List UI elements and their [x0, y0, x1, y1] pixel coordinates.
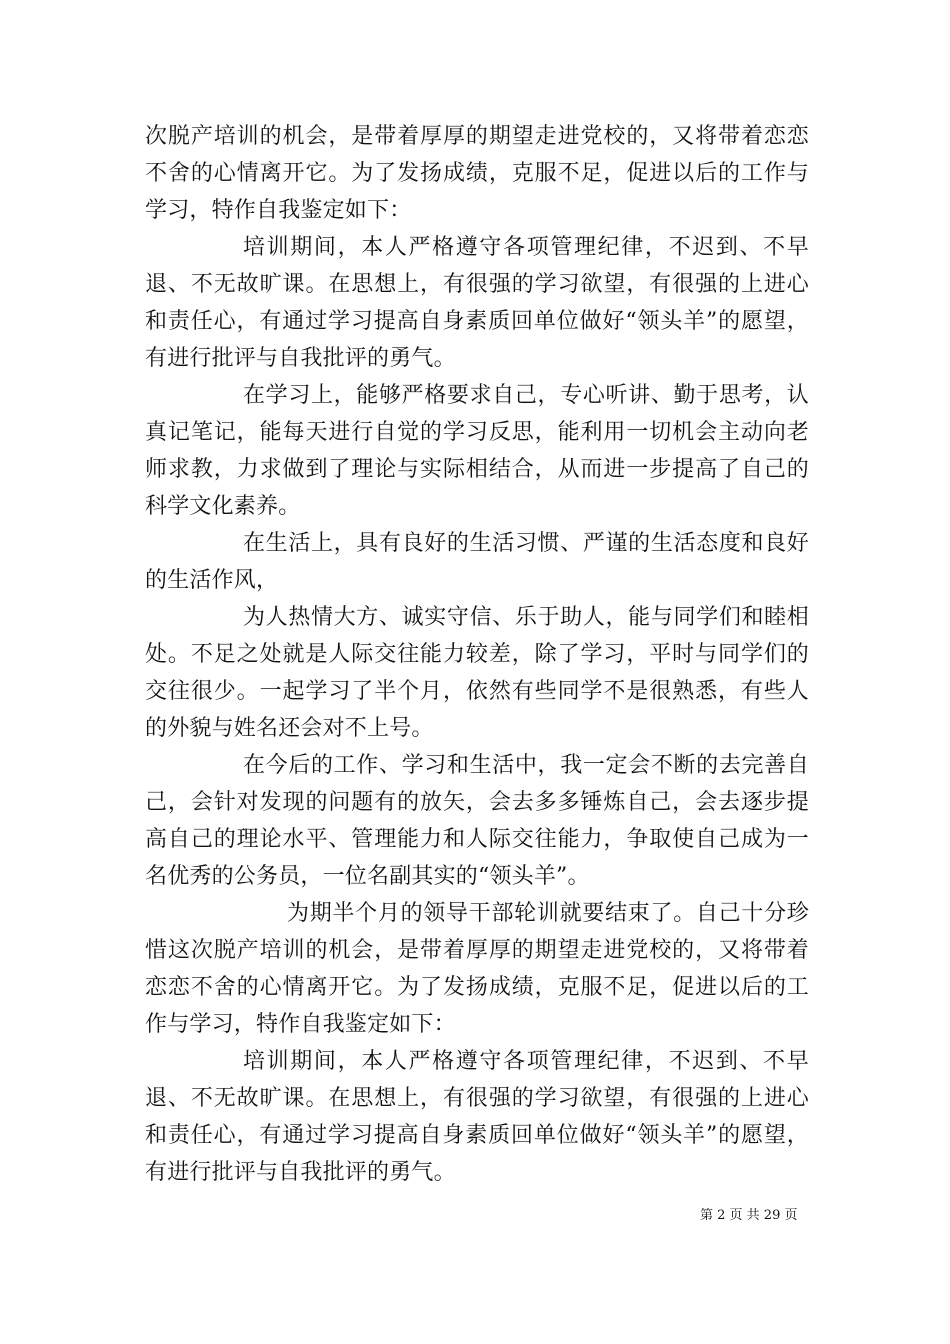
page-number: 第 2 页 共 29 页: [700, 1208, 798, 1223]
paragraph-interpersonal: 为人热情大方、诚实守信、乐于助人，能与同学们和睦相处。不足之处就是人际交往能力较差，除了学习，平时与同学们的交往很少。一起学习了半个月，依然有些同学不是很熟悉，有些人的外貌与姓名还会对不上号。: [145, 605, 809, 741]
paragraph-intro-repeat: 为期半个月的领导干部轮训就要结束了。自己十分珍惜这次脱产培训的机会，是带着厚厚的期望走进党校的，又将带着恋恋不舍的心情离开它。为了发扬成绩，克服不足，促进以后的工作与学习，特作自我鉴定如下：: [145, 901, 809, 1037]
paragraph-future: 在今后的工作、学习和生活中，我一定会不断的去完善自己，会针对发现的问题有的放矢，会去多多锤炼自己，会去逐步提高自己的理论水平、管理能力和人际交往能力，争取使自己成为一名优秀的公务员，一位名副其实的“领头羊”。: [145, 753, 809, 889]
paragraph-intro-continuation: 次脱产培训的机会，是带着厚厚的期望走进党校的，又将带着恋恋不舍的心情离开它。为了发扬成绩，克服不足，促进以后的工作与学习，特作自我鉴定如下：: [145, 124, 809, 223]
paragraph-discipline: 培训期间，本人严格遵守各项管理纪律，不迟到、不早退、不无故旷课。在思想上，有很强的学习欲望，有很强的上进心和责任心，有通过学习提高自身素质回单位做好“领头羊”的愿望，有进行批评与自我批评的勇气。: [145, 235, 809, 371]
document-body: [145, 118, 809, 1191]
paragraph-life: 在生活上，具有良好的生活习惯、严谨的生活态度和良好的生活作风，: [145, 531, 809, 593]
paragraph-discipline-repeat: 培训期间，本人严格遵守各项管理纪律，不迟到、不早退、不无故旷课。在思想上，有很强的学习欲望，有很强的上进心和责任心，有通过学习提高自身素质回单位做好“领头羊”的愿望，有进行批评与自我批评的勇气。: [145, 1049, 809, 1185]
paragraph-study: 在学习上，能够严格要求自己，专心听讲、勤于思考，认真记笔记，能每天进行自觉的学习反思，能利用一切机会主动向老师求教，力求做到了理论与实际相结合，从而进一步提高了自己的科学文化素养。: [145, 383, 809, 519]
